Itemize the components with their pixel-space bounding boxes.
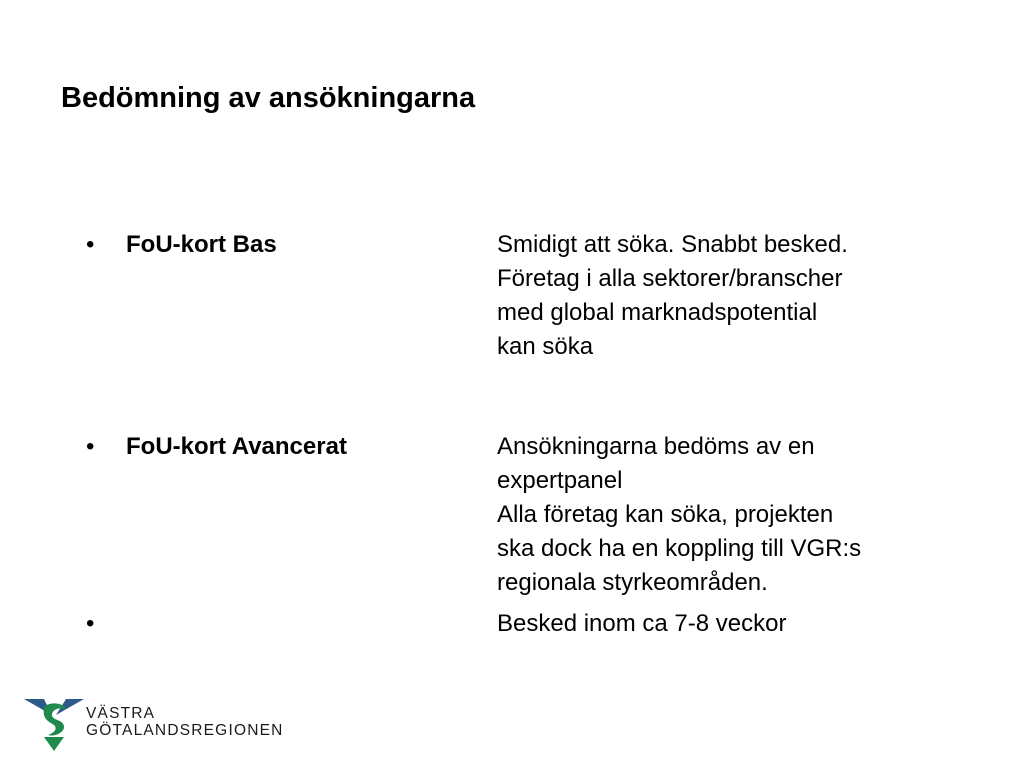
description-line: Företag i alla sektorer/branscher: [497, 265, 843, 292]
item-description-besked: [497, 607, 786, 641]
item-label-fou-kort-avancerat: FoU-kort Avancerat: [126, 433, 347, 460]
description-line: Smidigt att söka. Snabbt besked.: [497, 231, 848, 258]
bullet-marker: •: [86, 433, 95, 460]
item-description-fou-kort-avancerat: [497, 430, 861, 600]
vastra-gotalandsregionen-logo: [22, 695, 302, 755]
slide-title: Bedömning av ansökningarna: [61, 82, 476, 114]
item-label-fou-kort-bas: FoU-kort Bas: [126, 231, 277, 258]
description-line: regionala styrkeområden.: [497, 569, 768, 596]
vgr-emblem-icon: [22, 695, 84, 753]
item-description-fou-kort-bas: [497, 228, 848, 364]
logo-text-line1: VÄSTRA: [86, 705, 156, 722]
bullet-marker: •: [86, 610, 95, 637]
logo-text: [86, 705, 284, 739]
bullet-marker: •: [86, 231, 95, 258]
description-line: kan söka: [497, 333, 594, 360]
description-line: Besked inom ca 7-8 veckor: [497, 610, 787, 637]
description-line: expertpanel: [497, 467, 623, 494]
description-line: Ansökningarna bedöms av en: [497, 433, 815, 460]
description-line: med global marknadspotential: [497, 299, 818, 326]
description-line: ska dock ha en koppling till VGR:s: [497, 535, 862, 562]
description-line: Alla företag kan söka, projekten: [497, 501, 834, 528]
logo-text-line2: GÖTALANDSREGIONEN: [86, 722, 284, 739]
